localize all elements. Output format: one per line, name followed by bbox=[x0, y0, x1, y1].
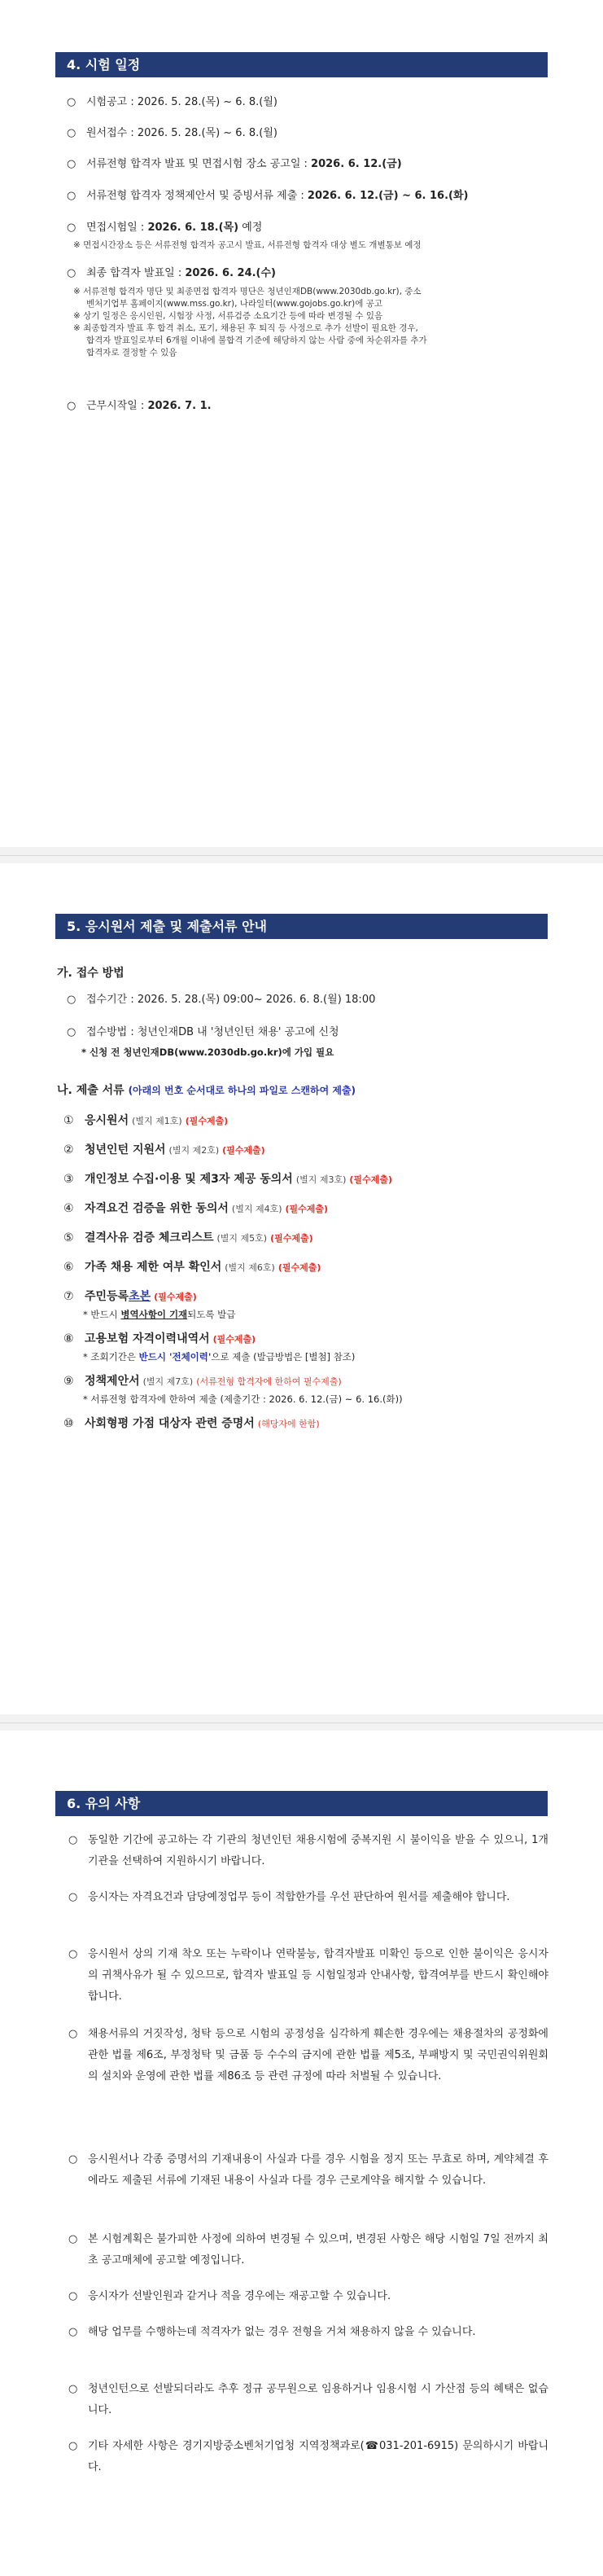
document-item-1: ① 응시원서 (별지 제1호) (필수제출) bbox=[63, 1114, 229, 1127]
document-item-9: ⑨ 정책제안서 (별지 제7호) (서류전형 합격자에 한하여 필수제출) bbox=[63, 1375, 342, 1388]
subsection-documents: 나. 제출 서류 (아래의 번호 순서대로 하나의 파일로 스캔하여 제출) bbox=[57, 1084, 356, 1097]
document-item-7: ⑦ 주민등록초본 (필수제출) bbox=[63, 1290, 197, 1303]
document-item-2: ② 청년인턴 지원서 (별지 제2호) (필수제출) bbox=[63, 1143, 265, 1156]
notice-item-3: ○ 응시원서 상의 기재 착오 또는 누락이나 연락불능, 합격자발표 미확인 등으로 인한 불이익은 응시자의 귀책사유가 될 수 있으므로, 합격자 발표일 등 시험일정과 안내사항, 합격여부를 반드시 확인해야 합니다. bbox=[68, 1948, 548, 2003]
page-divider bbox=[0, 855, 603, 856]
document-item-8: ⑧ 고용보험 자격이력내역서 (필수제출) bbox=[63, 1332, 256, 1345]
final-note-line-2: 벤처기업부 홈페이지(www.mss.go.kr), 나라일터(www.gojobs.go.kr)에 공고 bbox=[86, 299, 382, 309]
final-note-line-6: 합격자로 결정할 수 있음 bbox=[86, 348, 177, 358]
document-item-4: ④ 자격요건 검증을 위한 동의서 (별지 제4호) (필수제출) bbox=[63, 1202, 329, 1215]
notice-item-1: ○ 동일한 기간에 공고하는 각 기관의 청년인턴 채용시험에 중복지원 시 불이익을 받을 수 있으니, 1개 기관을 선택하여 지원하시기 바랍니다. bbox=[68, 1834, 548, 1867]
notice-item-8: ○ 해당 업무를 수행하는데 적격자가 없는 경우 전형을 거쳐 채용하지 않을 수 있습니다. bbox=[68, 2326, 476, 2338]
schedule-item-application: ○ 원서접수 : 2026. 5. 28.(목) ~ 6. 8.(월) bbox=[67, 127, 277, 139]
document-item-6: ⑥ 가족 채용 제한 여부 확인서 (별지 제6호) (필수제출) bbox=[63, 1261, 321, 1274]
document-item-10: ⑩ 사회형평 가점 대상자 관련 증명서 (해당자에 한함) bbox=[63, 1417, 320, 1430]
schedule-item-final-result: ○ 최종 합격자 발표일 : 2026. 6. 24.(수) bbox=[67, 267, 277, 279]
application-method: ○ 접수방법 : 청년인재DB 내 '청년인턴 채용' 공고에 신청 bbox=[67, 1026, 339, 1038]
subsection-application-method: 가. 접수 방법 bbox=[57, 967, 125, 980]
schedule-item-start-date: ○ 근무시작일 : 2026. 7. 1. bbox=[67, 400, 212, 412]
document-item-5: ⑤ 결격사유 검증 체크리스트 (별지 제5호) (필수제출) bbox=[63, 1231, 313, 1244]
schedule-item-document-result: ○ 서류전형 합격자 발표 및 면접시험 장소 공고일 : 2026. 6. 12.(금) bbox=[67, 158, 402, 170]
page-2 bbox=[0, 863, 603, 1714]
final-note-line-4: ※ 최종합격자 발표 후 합격 취소, 포기, 채용된 후 퇴직 등 사정으로 추가 선발이 필요한 경우, bbox=[73, 323, 418, 333]
notice-item-9: ○ 청년인턴으로 선발되더라도 추후 정규 공무원으로 임용하거나 임용시험 시 가산점 등의 혜택은 없습니다. bbox=[68, 2383, 548, 2416]
page-1 bbox=[0, 0, 603, 847]
document-item-3: ③ 개인정보 수집·이용 및 제3자 제공 동의서 (별지 제3호) (필수제출) bbox=[63, 1173, 392, 1186]
final-note-line-5: 합격자 발표일로부터 6개월 이내에 불합격 기준에 해당하지 않는 사람 중에 차순위자를 추가 bbox=[86, 336, 427, 345]
section-4-title: 4. 시험 일정 bbox=[55, 52, 548, 77]
final-note-line-1: ※ 서류전형 합격자 명단 및 최종면접 합격자 명단은 청년인재DB(www.2030db.go.kr), 중소 bbox=[73, 287, 422, 296]
section-6-title: 6. 유의 사항 bbox=[55, 1791, 548, 1816]
registration-note: * 신청 전 청년인재DB(www.2030db.go.kr)에 가입 필요 bbox=[81, 1047, 334, 1058]
notice-item-5: ○ 응시원서나 각종 증명서의 기재내용이 사실과 다를 경우 시험을 정지 또는 무효로 하며, 계약체결 후에라도 제출된 서류에 기재된 내용이 사실과 다를 경우 근로계약을 해지할 수 있습니다. bbox=[68, 2153, 548, 2187]
document-8-note: * 조회기간은 반드시 '전체이력'으로 제출 (발급방법은 [별첨] 참조) bbox=[83, 1351, 356, 1363]
final-note-line-3: ※ 상기 일정은 응시인원, 시험장 사정, 서류검증 소요기간 등에 따라 변경될 수 있음 bbox=[73, 311, 383, 321]
page-3 bbox=[0, 1731, 603, 2576]
schedule-item-interview: ○ 면접시험일 : 2026. 6. 18.(목) 예정 bbox=[67, 222, 263, 234]
notice-item-4: ○ 채용서류의 거짓작성, 청탁 등으로 시험의 공정성을 심각하게 훼손한 경우에는 채용절차의 공정화에 관한 법률 제6조, 부정청탁 및 금품 등 수수의 금지에 관한 법률 제5조, 부패방지 및 국민권익위원회의 설치와 운영에 관한 법률 제86조 등 관련 규정에 따라 처벌될 수 있습니다. bbox=[68, 2028, 548, 2082]
document-9-note: * 서류전형 합격자에 한하여 제출 (제출기간 : 2026. 6. 12.(금) ~ 6. 16.(화)) bbox=[83, 1393, 403, 1405]
notice-item-10: ○ 기타 자세한 사항은 경기지방중소벤처기업청 지역정책과로(☎031-201-6915) 문의하시기 바랍니다. bbox=[68, 2440, 548, 2473]
page-divider bbox=[0, 1722, 603, 1723]
section-5-title: 5. 응시원서 제출 및 제출서류 안내 bbox=[55, 914, 548, 939]
interview-note: ※ 면접시간장소 등은 서류전형 합격자 공고시 발표, 서류전형 합격자 대상 별도 개별통보 예정 bbox=[73, 240, 422, 250]
application-period: ○ 접수기간 : 2026. 5. 28.(목) 09:00~ 2026. 6. 8.(월) 18:00 bbox=[67, 994, 376, 1006]
document-7-note: * 반드시 병역사항이 기재되도록 발급 bbox=[83, 1309, 236, 1320]
schedule-item-announcement: ○ 시험공고 : 2026. 5. 28.(목) ~ 6. 8.(월) bbox=[67, 96, 277, 108]
notice-item-2: ○ 응시자는 자격요건과 담당예정업무 등이 적합한가를 우선 판단하여 원서를 제출해야 합니다. bbox=[68, 1891, 510, 1903]
notice-item-7: ○ 응시자가 선발인원과 같거나 적을 경우에는 재공고할 수 있습니다. bbox=[68, 2290, 391, 2302]
schedule-item-proposal-submission: ○ 서류전형 합격자 정책제안서 및 증빙서류 제출 : 2026. 6. 12.(금) ~ 6. 16.(화) bbox=[67, 190, 469, 202]
notice-item-6: ○ 본 시험계획은 불가피한 사정에 의하여 변경될 수 있으며, 변경된 사항은 해당 시험일 7일 전까지 최초 공고매체에 공고할 예정입니다. bbox=[68, 2233, 548, 2267]
